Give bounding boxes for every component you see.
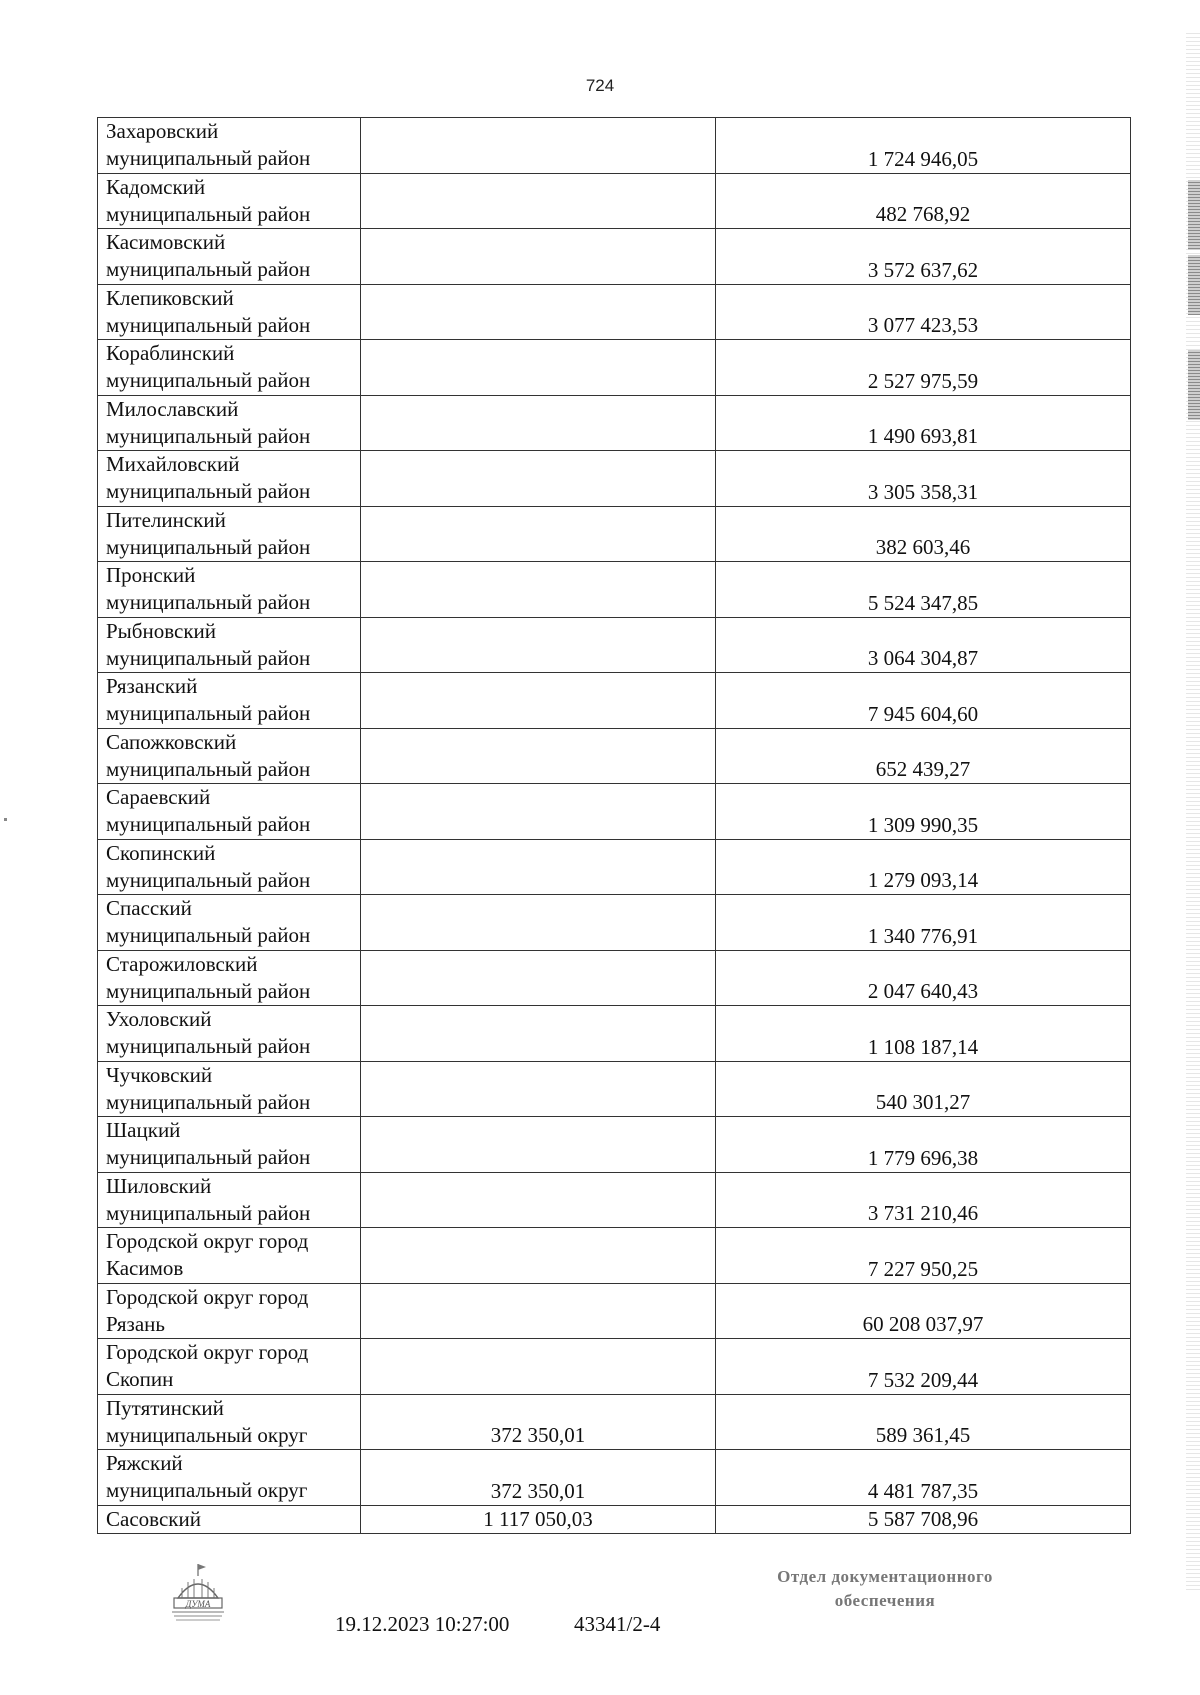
territory-name-line: Городской округ город: [106, 1229, 309, 1253]
territory-name-line: Городской округ город: [106, 1284, 309, 1309]
territory-name-cell: [98, 950, 361, 1006]
table-row: [98, 506, 1131, 562]
amount-cell-b: 3 572 637,62: [716, 229, 1131, 285]
table-row: [98, 1283, 1131, 1339]
table-row: [98, 895, 1131, 951]
amount-cell-b: 1 340 776,91: [716, 895, 1131, 951]
amount-cell-b: 1 108 187,14: [716, 1006, 1131, 1062]
amount-cell-b: 1 724 946,05: [716, 118, 1131, 174]
amount-cell-a: [361, 1061, 716, 1117]
amount-cell-b: 1 490 693,81: [716, 395, 1131, 451]
amount-cell-a: [361, 173, 716, 229]
duma-building-icon: [168, 1562, 228, 1622]
table-row: [98, 1117, 1131, 1173]
territory-name-line: муниципальный район: [106, 1034, 311, 1058]
territory-name-line: Шацкий: [106, 1118, 181, 1142]
department-stamp: [735, 1565, 1035, 1613]
territory-name-line: муниципальный район: [106, 534, 311, 559]
territory-name-cell: [98, 395, 361, 451]
table-row: [98, 1228, 1131, 1284]
territory-name-line: Сасовский: [106, 1506, 201, 1531]
territory-name-cell: [98, 1450, 361, 1506]
scan-edge-mark: [1188, 350, 1200, 420]
amount-cell-a: [361, 395, 716, 451]
territory-name-line: Милославский: [106, 396, 239, 421]
territory-name-line: муниципальный район: [106, 1089, 311, 1114]
territory-name-line: Рыбновский: [106, 618, 217, 643]
amount-cell-b: 60 208 037,97: [716, 1283, 1131, 1339]
amount-cell-b: 7 945 604,60: [716, 673, 1131, 729]
table-row: [98, 562, 1131, 618]
table-row: [98, 1450, 1131, 1506]
table-row: [98, 395, 1131, 451]
table-row: [98, 1061, 1131, 1117]
territory-name-line: Путятинский: [106, 1395, 224, 1420]
amount-cell-a: [361, 1283, 716, 1339]
territory-name-cell: [98, 728, 361, 784]
territory-name-cell: [98, 1283, 361, 1339]
amount-cell-b: 5 587 708,96: [716, 1505, 1131, 1533]
territory-name-line: муниципальный район: [106, 701, 311, 725]
scan-edge-mark: [1188, 180, 1200, 250]
table-row: [98, 284, 1131, 340]
territory-name-line: Городской округ город: [106, 1340, 309, 1364]
amount-cell-a: [361, 1228, 716, 1284]
amount-cell-b: 3 305 358,31: [716, 451, 1131, 507]
territory-name-line: Рязанский: [106, 674, 198, 698]
territory-name-line: Клепиковский: [106, 285, 234, 310]
table-row: [98, 451, 1131, 507]
territory-name-line: муниципальный район: [106, 590, 311, 614]
logo-text: ДУМА: [185, 1599, 211, 1609]
table-row: [98, 1006, 1131, 1062]
scan-edge-mark: [1188, 255, 1200, 315]
budget-table: [97, 117, 1131, 1534]
amount-cell-b: 3 064 304,87: [716, 617, 1131, 673]
territory-name-cell: [98, 1339, 361, 1395]
territory-name-cell: [98, 1394, 361, 1450]
amount-cell-a: [361, 1006, 716, 1062]
amount-cell-b: 7 532 209,44: [716, 1339, 1131, 1395]
territory-name-cell: [98, 451, 361, 507]
amount-cell-b: 7 227 950,25: [716, 1228, 1131, 1284]
amount-cell-b: 382 603,46: [716, 506, 1131, 562]
territory-name-line: Пронский: [106, 563, 196, 587]
amount-cell-a: [361, 617, 716, 673]
stamp-doc-number: 43341/2-4: [574, 1612, 661, 1636]
territory-name-line: муниципальный район: [106, 368, 311, 392]
amount-cell-a: 1 117 050,03: [361, 1505, 716, 1533]
territory-name-cell: [98, 173, 361, 229]
territory-name-cell: [98, 506, 361, 562]
territory-name-line: Михайловский: [106, 452, 240, 476]
amount-cell-a: [361, 118, 716, 174]
amount-cell-b: 3 077 423,53: [716, 284, 1131, 340]
territory-name-line: Рязань: [106, 1311, 165, 1336]
territory-name-line: Касимовский: [106, 230, 226, 254]
amount-cell-b: 482 768,92: [716, 173, 1131, 229]
table-row: [98, 118, 1131, 174]
table-row: [98, 340, 1131, 396]
territory-name-cell: [98, 1061, 361, 1117]
territory-name-cell: [98, 895, 361, 951]
amount-cell-b: 1 779 696,38: [716, 1117, 1131, 1173]
footer: [0, 1560, 1200, 1680]
territory-name-line: муниципальный район: [106, 923, 311, 947]
table-row: [98, 1505, 1131, 1533]
page-number: 724: [585, 76, 615, 95]
territory-name-cell: [98, 1117, 361, 1173]
table-row: [98, 229, 1131, 285]
amount-cell-b: 1 309 990,35: [716, 784, 1131, 840]
amount-cell-a: [361, 451, 716, 507]
territory-name-line: муниципальный район: [106, 312, 311, 337]
stamp-date: 19.12.2023 10:27:00: [335, 1612, 510, 1636]
territory-name-cell: [98, 839, 361, 895]
table-row: [98, 784, 1131, 840]
amount-cell-a: [361, 784, 716, 840]
table-row: [98, 673, 1131, 729]
amount-cell-a: [361, 728, 716, 784]
amount-cell-b: 1 279 093,14: [716, 839, 1131, 895]
territory-name-line: Скопинский: [106, 840, 216, 865]
territory-name-line: муниципальный район: [106, 645, 311, 670]
amount-cell-b: 3 731 210,46: [716, 1172, 1131, 1228]
amount-cell-a: 372 350,01: [361, 1394, 716, 1450]
amount-cell-b: 652 439,27: [716, 728, 1131, 784]
territory-name-line: Спасский: [106, 896, 192, 920]
territory-name-line: муниципальный район: [106, 479, 311, 503]
amount-cell-a: [361, 950, 716, 1006]
table-row: [98, 1172, 1131, 1228]
territory-name-line: Старожиловский: [106, 951, 258, 976]
territory-name-cell: [98, 784, 361, 840]
territory-name-line: Шиловский: [106, 1173, 212, 1198]
amount-cell-a: 372 350,01: [361, 1450, 716, 1506]
amount-cell-b: 2 047 640,43: [716, 950, 1131, 1006]
territory-name-line: муниципальный район: [106, 756, 311, 781]
table-row: [98, 1394, 1131, 1450]
amount-cell-a: [361, 1172, 716, 1228]
table-row: [98, 617, 1131, 673]
territory-name-line: Сапожковский: [106, 729, 237, 754]
amount-cell-a: [361, 1117, 716, 1173]
amount-cell-a: [361, 673, 716, 729]
amount-cell-a: [361, 229, 716, 285]
territory-name-line: муниципальный район: [106, 1145, 311, 1169]
territory-name-line: муниципальный район: [106, 867, 311, 892]
territory-name-line: Скопин: [106, 1367, 174, 1391]
amount-cell-b: 2 527 975,59: [716, 340, 1131, 396]
territory-name-line: Кораблинский: [106, 341, 235, 365]
scan-dot: [4, 818, 7, 821]
territory-name-line: муниципальный район: [106, 423, 311, 448]
territory-name-line: Сараевский: [106, 785, 211, 809]
territory-name-line: Кадомский: [106, 174, 206, 199]
territory-name-line: Ухоловский: [106, 1007, 212, 1031]
amount-cell-a: [361, 284, 716, 340]
territory-name-line: Ряжский: [106, 1451, 183, 1475]
territory-name-line: муниципальный район: [106, 978, 311, 1003]
territory-name-line: муниципальный район: [106, 1200, 311, 1225]
department-stamp-line2: обеспечения: [834, 1591, 936, 1610]
territory-name-cell: [98, 562, 361, 618]
territory-name-cell: [98, 673, 361, 729]
amount-cell-a: [361, 1339, 716, 1395]
territory-name-line: Пителинский: [106, 507, 226, 532]
amount-cell-a: [361, 839, 716, 895]
territory-name-line: Захаровский: [106, 119, 219, 143]
table-row: [98, 1339, 1131, 1395]
territory-name-line: муниципальный район: [106, 257, 311, 281]
amount-cell-a: [361, 895, 716, 951]
amount-cell-b: 589 361,45: [716, 1394, 1131, 1450]
amount-cell-b: 4 481 787,35: [716, 1450, 1131, 1506]
table-row: [98, 839, 1131, 895]
department-stamp-line1: Отдел документационного: [777, 1567, 993, 1586]
territory-name-cell: [98, 1505, 361, 1533]
table-row: [98, 173, 1131, 229]
territory-name-cell: [98, 284, 361, 340]
amount-cell-b: 540 301,27: [716, 1061, 1131, 1117]
territory-name-line: Касимов: [106, 1256, 184, 1280]
territory-name-cell: [98, 1228, 361, 1284]
amount-cell-b: 5 524 347,85: [716, 562, 1131, 618]
territory-name-cell: [98, 229, 361, 285]
territory-name-cell: [98, 118, 361, 174]
territory-name-line: муниципальный район: [106, 146, 311, 170]
territory-name-line: муниципальный район: [106, 812, 311, 836]
amount-cell-a: [361, 506, 716, 562]
territory-name-line: Чучковский: [106, 1062, 213, 1087]
territory-name-line: муниципальный район: [106, 201, 311, 226]
territory-name-cell: [98, 1172, 361, 1228]
territory-name-line: муниципальный округ: [106, 1422, 308, 1447]
table-row: [98, 950, 1131, 1006]
territory-name-cell: [98, 617, 361, 673]
table-row: [98, 728, 1131, 784]
amount-cell-a: [361, 562, 716, 618]
territory-name-cell: [98, 340, 361, 396]
territory-name-line: муниципальный округ: [106, 1478, 308, 1502]
amount-cell-a: [361, 340, 716, 396]
territory-name-cell: [98, 1006, 361, 1062]
